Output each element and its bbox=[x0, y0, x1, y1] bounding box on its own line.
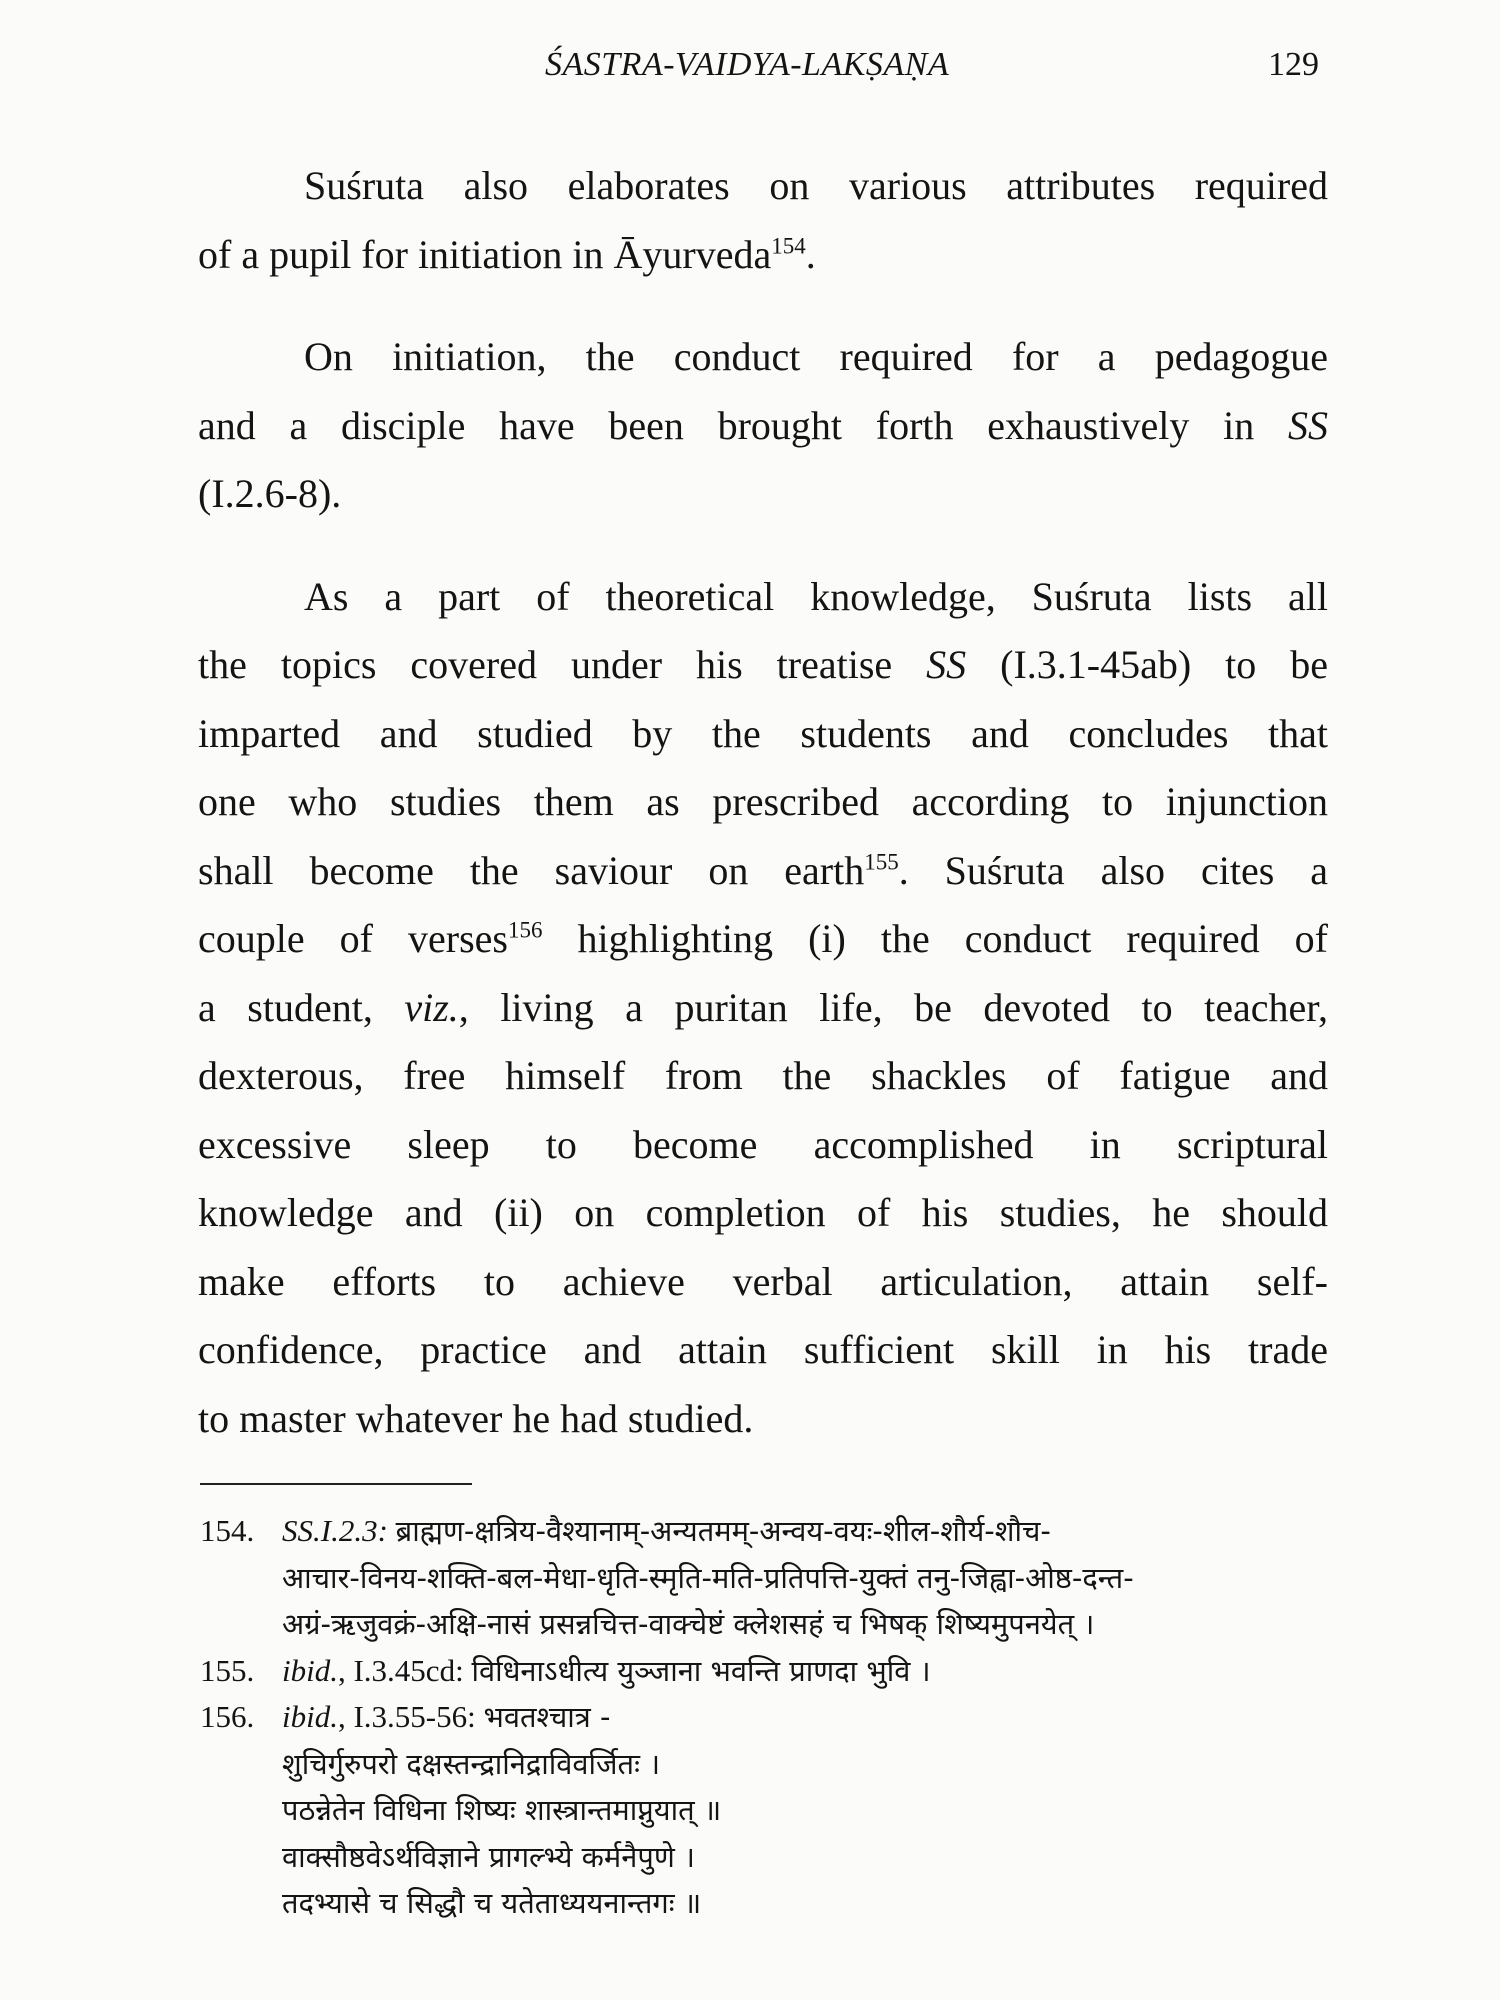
footnote-ref: , I.3.45cd: bbox=[337, 1652, 464, 1688]
footnote-ref-156[interactable]: 156 bbox=[507, 917, 543, 943]
footnote-ref: , I.3.55-56: bbox=[337, 1699, 476, 1734]
text-line: of a pupil for initiation in Āyurveda$^{154}$. bbox=[198, 231, 816, 277]
text-line: On initiation, the conduct required for a pedagogue bbox=[304, 334, 1328, 379]
footnotes bbox=[200, 1508, 1335, 1927]
sanskrit-text: आचार-विनय-शक्ति-बल-मेधा-धृति-स्मृति-मति-प्रतिपत्ति-युक्तं तनु-जिह्वा-ओष्ठ-दन्त- bbox=[282, 1560, 1134, 1595]
text-line: shall become the saviour on earth$^{155}$. Suśruta also cites a bbox=[198, 847, 1328, 893]
sanskrit-text: विधिनाऽधीत्य युञ्जाना भवन्ति प्राणदा भुवि । bbox=[471, 1653, 931, 1688]
footnote-156: 156. ibid., I.3.55-56: भवतश्चात्र - शुचिर्गुरुपरो दक्षस्तन्द्रानिद्राविवर्जितः । पठन्नेतेन विधिना शिष्यः शास्त्रान्तमाप्नुयात् ॥ वाक्सौष्ठवेऽर्थविज्ञाने प्रागल्भ्ये कर्मनैपुणे । तदभ्यासे च सिद्धौ च यतेताध्ययनान्तगः ॥ bbox=[200, 1694, 1335, 1927]
footnote-number: 155. bbox=[200, 1652, 255, 1688]
footnote-ref-154[interactable]: 154 bbox=[771, 233, 806, 259]
text-line: the topics covered under his treatise SS (I.3.1-45ab) to be bbox=[198, 642, 1328, 687]
footnote-number: 154. bbox=[200, 1513, 255, 1548]
text-line: (I.2.6-8). bbox=[198, 471, 342, 516]
text-line: one who studies them as prescribed according to injunction bbox=[198, 779, 1328, 824]
running-head: ŚASTRA-VAIDYA-LAKṢAṆA bbox=[545, 46, 950, 83]
text-line: excessive sleep to become accomplished in scriptural bbox=[198, 1121, 1328, 1167]
body-text bbox=[198, 152, 1328, 1487]
text-line: a student, viz., living a puritan life, be devoted to teacher, bbox=[198, 984, 1329, 1030]
sanskrit-text: अग्रं-ऋजुवक्रं-अक्षि-नासं प्रसन्नचित्त-वाक्चेष्टं क्लेशसहं च भिषक् शिष्यमुपनयेत् । bbox=[282, 1607, 1095, 1641]
paragraph-1 bbox=[198, 152, 1328, 289]
text-line: As a part of theoretical knowledge, Suśruta lists all bbox=[304, 573, 1328, 619]
text-line: dexterous, free himself from the shackles of fatigue and bbox=[198, 1053, 1328, 1098]
footnote-155: 155. ibid., I.3.45cd: विधिनाऽधीत्य युञ्जाना भवन्ति प्राणदा भुवि । bbox=[200, 1648, 1335, 1695]
text-line: knowledge and (ii) on completion of his studies, he should bbox=[198, 1190, 1328, 1235]
page-number: 129 bbox=[1268, 46, 1319, 83]
text-line: Suśruta also elaborates on various attributes required bbox=[304, 163, 1328, 208]
text-line: and a disciple have been brought forth exhaustively in SS bbox=[198, 402, 1329, 448]
sanskrit-text: ब्राह्मण-क्षत्रिय-वैश्यानाम्-अन्यतमम्-अन्वय-वयः-शील-शौर्य-शौच- bbox=[395, 1514, 1051, 1548]
footnote-ref-155[interactable]: 155 bbox=[864, 849, 899, 875]
text-line: imparted and studied by the students and concludes that bbox=[198, 710, 1328, 756]
verse-line: तदभ्यासे च सिद्धौ च यतेताध्ययनान्तगः ॥ bbox=[282, 1886, 702, 1920]
footnote-divider bbox=[200, 1483, 472, 1485]
sanskrit-text: भवतश्चात्र - bbox=[483, 1700, 611, 1734]
footnote-154 bbox=[200, 1508, 1335, 1648]
verse-line: वाक्सौष्ठवेऽर्थविज्ञाने प्रागल्भ्ये कर्मनैपुणे । bbox=[282, 1839, 696, 1874]
text-line: make efforts to achieve verbal articulation, attain self- bbox=[198, 1258, 1328, 1304]
paragraph-3 bbox=[198, 563, 1328, 1454]
text-line: confidence, practice and attain sufficient skill in his trade bbox=[198, 1327, 1328, 1372]
text-line: couple of verses$^{156}$ highlighting (i) the conduct required of bbox=[198, 916, 1328, 961]
page-header bbox=[0, 38, 1500, 98]
footnote-ref: SS.I.2.3: bbox=[282, 1513, 388, 1548]
verse-line: पठन्नेतेन विधिना शिष्यः शास्त्रान्तमाप्नुयात् ॥ bbox=[282, 1793, 722, 1827]
footnote-number: 156. bbox=[200, 1699, 255, 1734]
paragraph-2 bbox=[198, 323, 1328, 529]
verse-line: शुचिर्गुरुपरो दक्षस्तन्द्रानिद्राविवर्जितः । bbox=[282, 1746, 661, 1781]
text-line: to master whatever he had studied. bbox=[198, 1395, 754, 1441]
